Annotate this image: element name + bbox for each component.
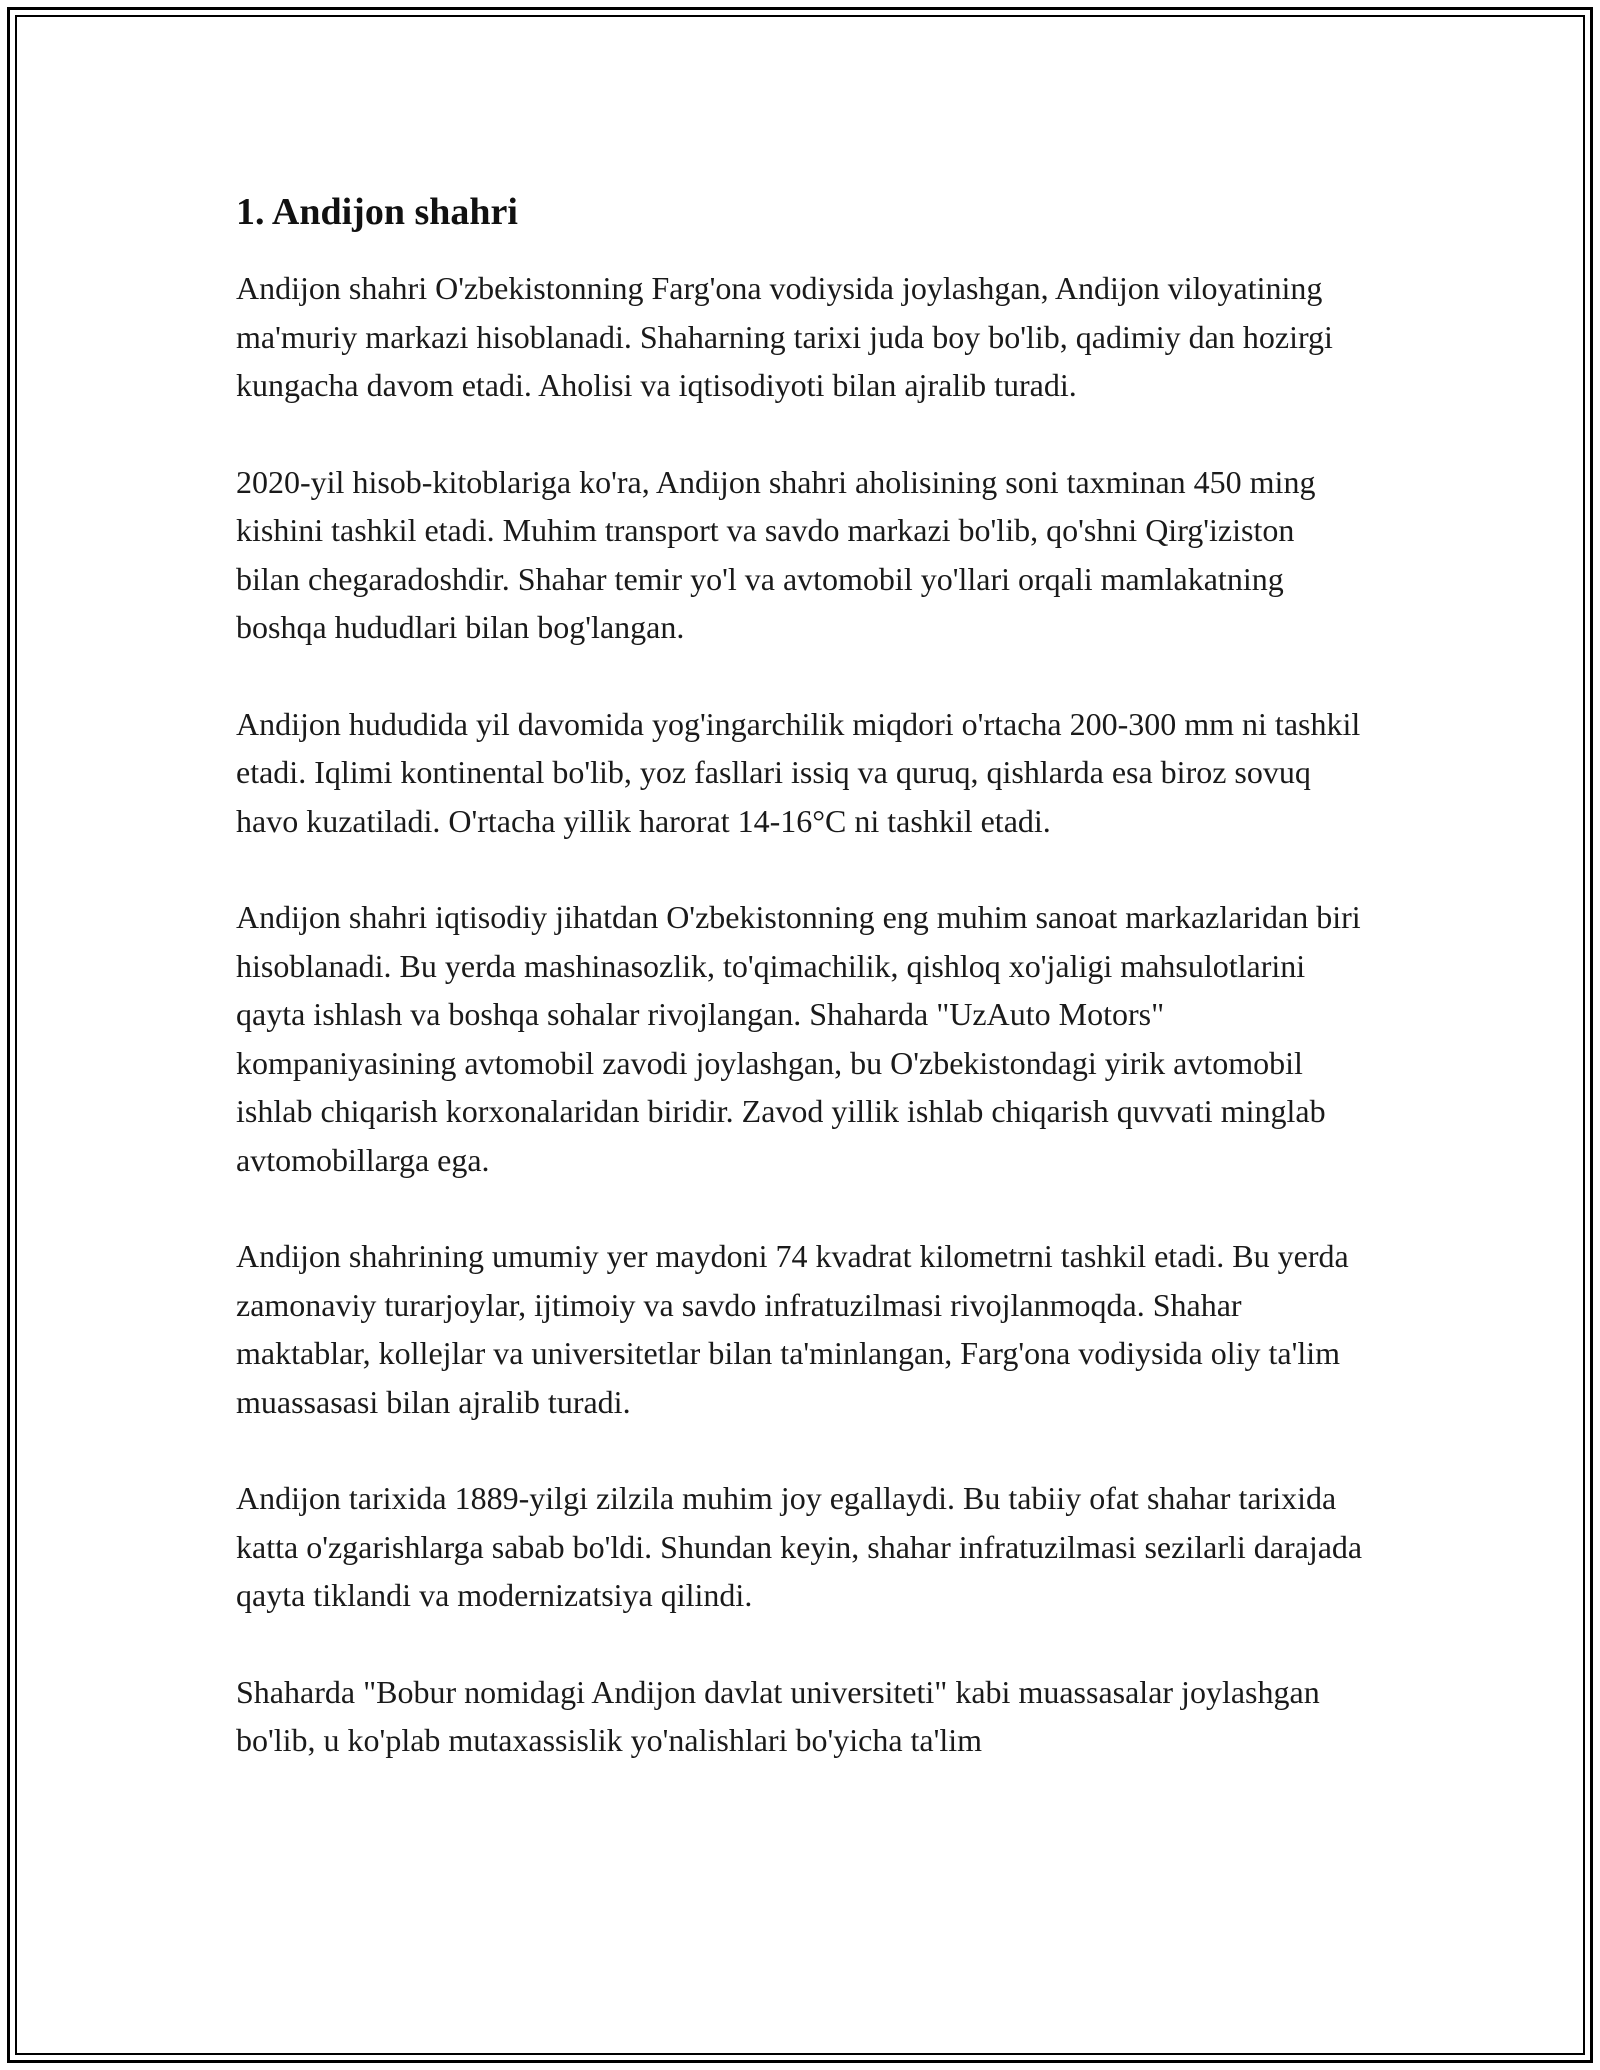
paragraph-history: Andijon tarixida 1889-yilgi zilzila muhim joy egallaydi. Bu tabiiy ofat shahar tarixida katta o'zgarishlarga sabab bo'ldi. Shundan keyin, shahar infratuzilmasi sezilarli darajada qayta tiklandi va modernizatsiya qilindi. — [236, 1480, 1363, 1613]
paragraph-area: Andijon shahrining umumiy yer maydoni 74 kvadrat kilometrni tashkil etadi. Bu yerda zamonaviy turarjoylar, ijtimoiy va savdo infratuzilmasi rivojlanmoqda. Shahar maktablar, kollejlar va universitetlar bilan ta'minlangan, Farg'ona vodiysida oliy ta'lim muassasasi bilan ajralib turadi. — [236, 1238, 1349, 1420]
section-heading: 1. Andijon shahri — [236, 191, 518, 233]
paragraph-intro: Andijon shahri O'zbekistonning Farg'ona vodiysida joylashgan, Andijon viloyatining ma'muriy markazi hisoblanadi. Shaharning tarixi juda boy bo'lib, qadimiy dan hozirgi kungacha davom etadi. Aholisi va iqtisodiyoti bilan ajralib turadi. — [236, 270, 1333, 403]
paragraph-population: 2020-yil hisob-kitoblariga ko'ra, Andijon shahri aholisining soni taxminan 450 ming kishini tashkil etadi. Muhim transport va savdo markazi bo'lib, qo'shni Qirg'iziston bilan chegaradoshdir. Shahar temir yo'l va avtomobil yo'llari orqali mamlakatning boshqa hududlari bilan bog'langan. — [236, 463, 1316, 645]
paragraph-university: Shaharda "Bobur nomidagi Andijon davlat universiteti" kabi muassasalar joylashgan bo'lib, u ko'plab mutaxassislik yo'nalishlari bo'yicha ta'lim — [236, 1673, 1320, 1758]
document-body — [236, 186, 1366, 1765]
paragraph-climate: Andijon hududida yil davomida yog'ingarchilik miqdori o'rtacha 200-300 mm ni tashkil etadi. Iqlimi kontinental bo'lib, yoz fasllari issiq va quruq, qishlarda esa biroz sovuq havo kuzatiladi. O'rtacha yillik harorat 14-16°C ni tashkil etadi. — [236, 705, 1361, 839]
paragraph-economy: Andijon shahri iqtisodiy jihatdan O'zbekistonning eng muhim sanoat markazlaridan biri hisoblanadi. Bu yerda mashinasozlik, to'qimachilik, qishloq xo'jaligi mahsulotlarini qayta ishlash va boshqa sohalar rivojlangan. Shaharda "UzAuto Motors" kompaniyasining avtomobil zavodi joylashgan, bu O'zbekistondagi yirik avtomobil ishlab chiqarish korxonalaridan biridir. Zavod yillik ishlab chiqarish quvvati minglab avtomobillarga ega. — [236, 899, 1361, 1178]
